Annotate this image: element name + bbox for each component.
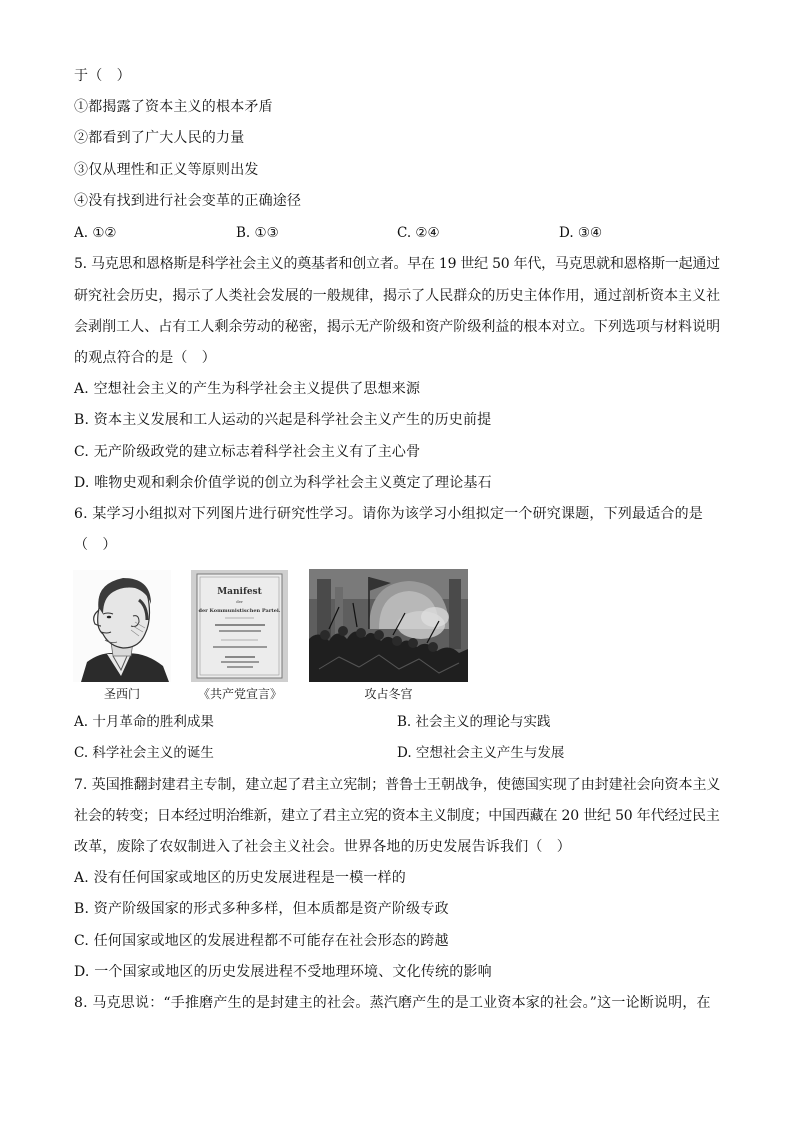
q4-item-2: ②都看到了广大人民的力量 bbox=[74, 130, 245, 146]
q5-stem-line-3: 会剥削工人、占有工人剩余劳动的秘密，揭示无产阶级和资产阶级利益的根本对立。下列选项与材料说明 bbox=[74, 319, 721, 335]
communist-manifesto-cover bbox=[191, 570, 288, 682]
svg-text:der: der bbox=[236, 599, 243, 604]
q6-option-c: C. 科学社会主义的诞生 bbox=[74, 745, 214, 761]
q6-option-b: B. 社会主义的理论与实践 bbox=[397, 714, 551, 730]
q4-item-1: ①都揭露了资本主义的根本矛盾 bbox=[74, 99, 273, 115]
q7-stem-line-3: 改革，废除了农奴制进入了社会主义社会。世界各地的历史发展告诉我们（ ） bbox=[74, 839, 571, 855]
q6-option-a: A. 十月革命的胜利成果 bbox=[74, 714, 214, 730]
q5-stem-line-2: 研究社会历史，揭示了人类社会发展的一般规律，揭示了人民群众的历史主体作用，通过剖析资本主义社 bbox=[74, 288, 721, 304]
cover-title: Manifest bbox=[217, 587, 262, 597]
q7-option-c: C. 任何国家或地区的发展进程都不可能存在社会形态的跨越 bbox=[74, 933, 449, 949]
q4-option-a: A. ①② bbox=[74, 225, 117, 241]
saint-simon-portrait bbox=[73, 570, 171, 682]
q6-stem-line-1: 6. 某学习小组拟对下列图片进行研究性学习。请你为该学习小组拟定一个研究课题，下列最适合的是 bbox=[74, 506, 704, 522]
q6-option-d: D. 空想社会主义产生与发展 bbox=[397, 745, 565, 761]
figure-caption-saint-simon: 圣西门 bbox=[103, 687, 140, 701]
q4-item-4: ④没有找到进行社会变革的正确途径 bbox=[74, 193, 302, 209]
q4-option-b: B. ①③ bbox=[236, 225, 279, 241]
q8-stem-line-1: 8. 马克思说：“手推磨产生的是封建主的社会。蒸汽磨产生的是工业资本家的社会。”这一论断说明，在 bbox=[74, 995, 711, 1011]
q4-option-c: C. ②④ bbox=[397, 225, 440, 241]
q7-option-a: A. 没有任何国家或地区的历史发展进程是一模一样的 bbox=[74, 870, 407, 886]
q4-option-d: D. ③④ bbox=[559, 225, 603, 241]
q5-stem-line-1: 5. 马克思和恩格斯是科学社会主义的奠基者和创立者。早在 19 世纪 50 年代，马克思就和恩格斯一起通过 bbox=[74, 256, 720, 272]
q4-stem-tail: 于（ ） bbox=[74, 68, 131, 84]
q5-option-d: D. 唯物史观和剩余价值学说的创立为科学社会主义奠定了理论基石 bbox=[74, 475, 492, 491]
q5-stem-line-4: 的观点符合的是（ ） bbox=[74, 350, 216, 366]
q7-stem-line-1: 7. 英国推翻封建君主专制，建立起了君主立宪制；普鲁士王朝战争，使德国实现了由封建社会向资本主义 bbox=[74, 777, 721, 793]
q7-option-b: B. 资产阶级国家的形式多种多样，但本质都是资产阶级专政 bbox=[74, 901, 449, 917]
q4-item-3: ③仅从理性和正义等原则出发 bbox=[74, 162, 259, 178]
q5-option-a: A. 空想社会主义的产生为科学社会主义提供了思想来源 bbox=[74, 381, 421, 397]
q7-stem-line-2: 社会的转变；日本经过明治维新，建立了君主立宪的资本主义制度；中国西藏在 20 世纪 50 年代经过民主 bbox=[74, 808, 720, 824]
q6-stem-line-2: （ ） bbox=[74, 537, 117, 553]
figure-caption-winter-palace: 攻占冬宫 bbox=[364, 687, 413, 701]
figure-caption-manifesto: 《共产党宣言》 bbox=[197, 687, 282, 701]
cover-subtitle: der Kommunistischen Partei. bbox=[198, 608, 281, 614]
q7-option-d: D. 一个国家或地区的历史发展进程不受地理环境、文化传统的影响 bbox=[74, 964, 492, 980]
q5-option-b: B. 资本主义发展和工人运动的兴起是科学社会主义产生的历史前提 bbox=[74, 412, 492, 428]
storming-winter-palace-image bbox=[309, 569, 468, 682]
q5-option-c: C. 无产阶级政党的建立标志着科学社会主义有了主心骨 bbox=[74, 444, 421, 460]
